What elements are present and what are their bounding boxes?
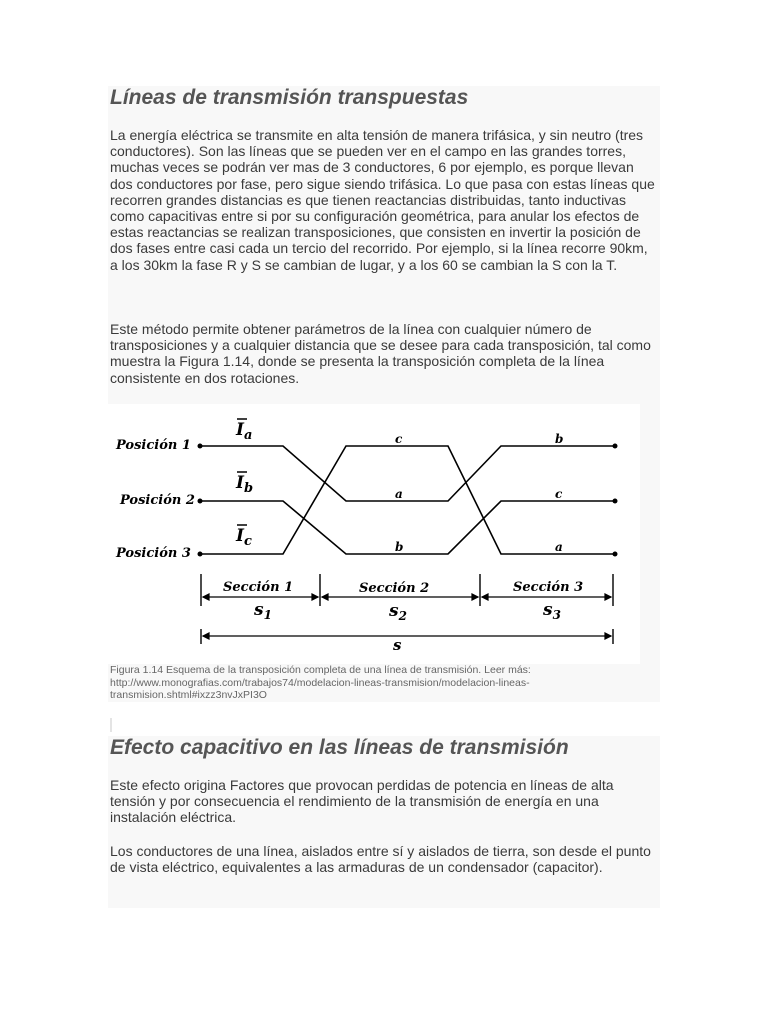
section-label-3: Sección 3 — [513, 580, 584, 595]
paragraph: La energía eléctrica se transmite en alta tensión de manera trifásica, y sin neutro (tres conductores). Son las líneas que se pueden ver en el campo en las grandes torres, muchas veces se podrán ver mas de 3 conductores, 6 por ejemplo, es porque llevan dos conductores por fase, pero sigue siendo trifásica. Lo que pasa con estas líneas que recorren grandes distancias es que tienen reactancias distribuidas, tanto inductivas como capacitivas entre si por su configuración geométrica, para anular los efectos de estas reactancias se realizan transposiciones, que consisten en invertir la posición de dos fases entre casi cada un tercio del recorrido. Por ejemplo, si la línea recorre 90km, a los 30km la fase R y S se cambian de lugar, y a los 60 se cambian la S con la T. — [110, 127, 655, 273]
phase-label: b — [555, 432, 564, 446]
distance-label-s2: $s_2$ — [389, 601, 407, 623]
section-label-2: Sección 2 — [359, 581, 430, 596]
phase-label: b — [395, 540, 404, 554]
figure-caption: Figura 1.14 Esquema de la transposición completa de una línea de transmisión. Leer más: http://www.monografias.com/trabajos74/modelacion-lineas-transmision/modelacion-lineas-transmision.shtml#ixzz3nvJxPI3O — [110, 664, 531, 701]
section-transposed-lines — [108, 86, 660, 702]
section-title: Efecto capacitivo en las líneas de transmisión — [110, 736, 569, 759]
paragraph: Este método permite obtener parámetros de la línea con cualquier número de transposiciones y a cualquier distancia que se desee para cada transposición, tal como muestra la Figura 1.14, donde se presenta la transposición completa de la línea consistente en dos rotaciones. — [110, 321, 651, 386]
position-label-1: Posición 1 — [116, 438, 191, 453]
conductor-c — [200, 446, 615, 554]
section-capacitive-effect — [108, 736, 660, 908]
divider — [110, 718, 112, 732]
current-label-c: $I_c$ — [236, 526, 252, 549]
arrowhead — [605, 594, 611, 600]
section-title: Líneas de transmisión transpuestas — [110, 86, 469, 109]
arrowhead — [472, 594, 478, 600]
phase-label: c — [395, 432, 403, 446]
current-label-b: $I_b$ — [236, 473, 254, 496]
arrowhead — [322, 594, 328, 600]
position-label-2: Posición 2 — [120, 493, 195, 508]
arrowhead — [203, 594, 209, 600]
distance-label-s1: $s_1$ — [254, 600, 272, 622]
transposition-diagram — [108, 404, 640, 664]
current-label-a: $I_a$ — [236, 420, 253, 443]
paragraph: Los conductores de una línea, aislados entre sí y aislados de tierra, son desde el punto de vista eléctrico, equivalentes a las armaduras de un condensador (capacitor). — [110, 843, 651, 876]
paragraph: Este efecto origina Factores que provocan perdidas de potencia en líneas de alta tensión y por consecuencia el rendimiento de la transmisión de energía en una instalación eléctrica. — [110, 777, 614, 826]
phase-label: a — [395, 487, 403, 501]
distance-label-s3: $s_3$ — [543, 600, 561, 622]
arrowhead — [203, 633, 209, 639]
phase-label: c — [555, 487, 563, 501]
phase-label: a — [555, 540, 563, 554]
position-label-3: Posición 3 — [116, 546, 191, 561]
transposition-figure — [108, 404, 640, 664]
section-label-1: Sección 1 — [223, 580, 294, 595]
conductor-a — [200, 446, 615, 501]
arrowhead — [312, 594, 318, 600]
arrowhead — [482, 594, 488, 600]
conductor-b — [200, 501, 615, 554]
arrowhead — [605, 633, 611, 639]
distance-label-total: s — [393, 636, 402, 654]
